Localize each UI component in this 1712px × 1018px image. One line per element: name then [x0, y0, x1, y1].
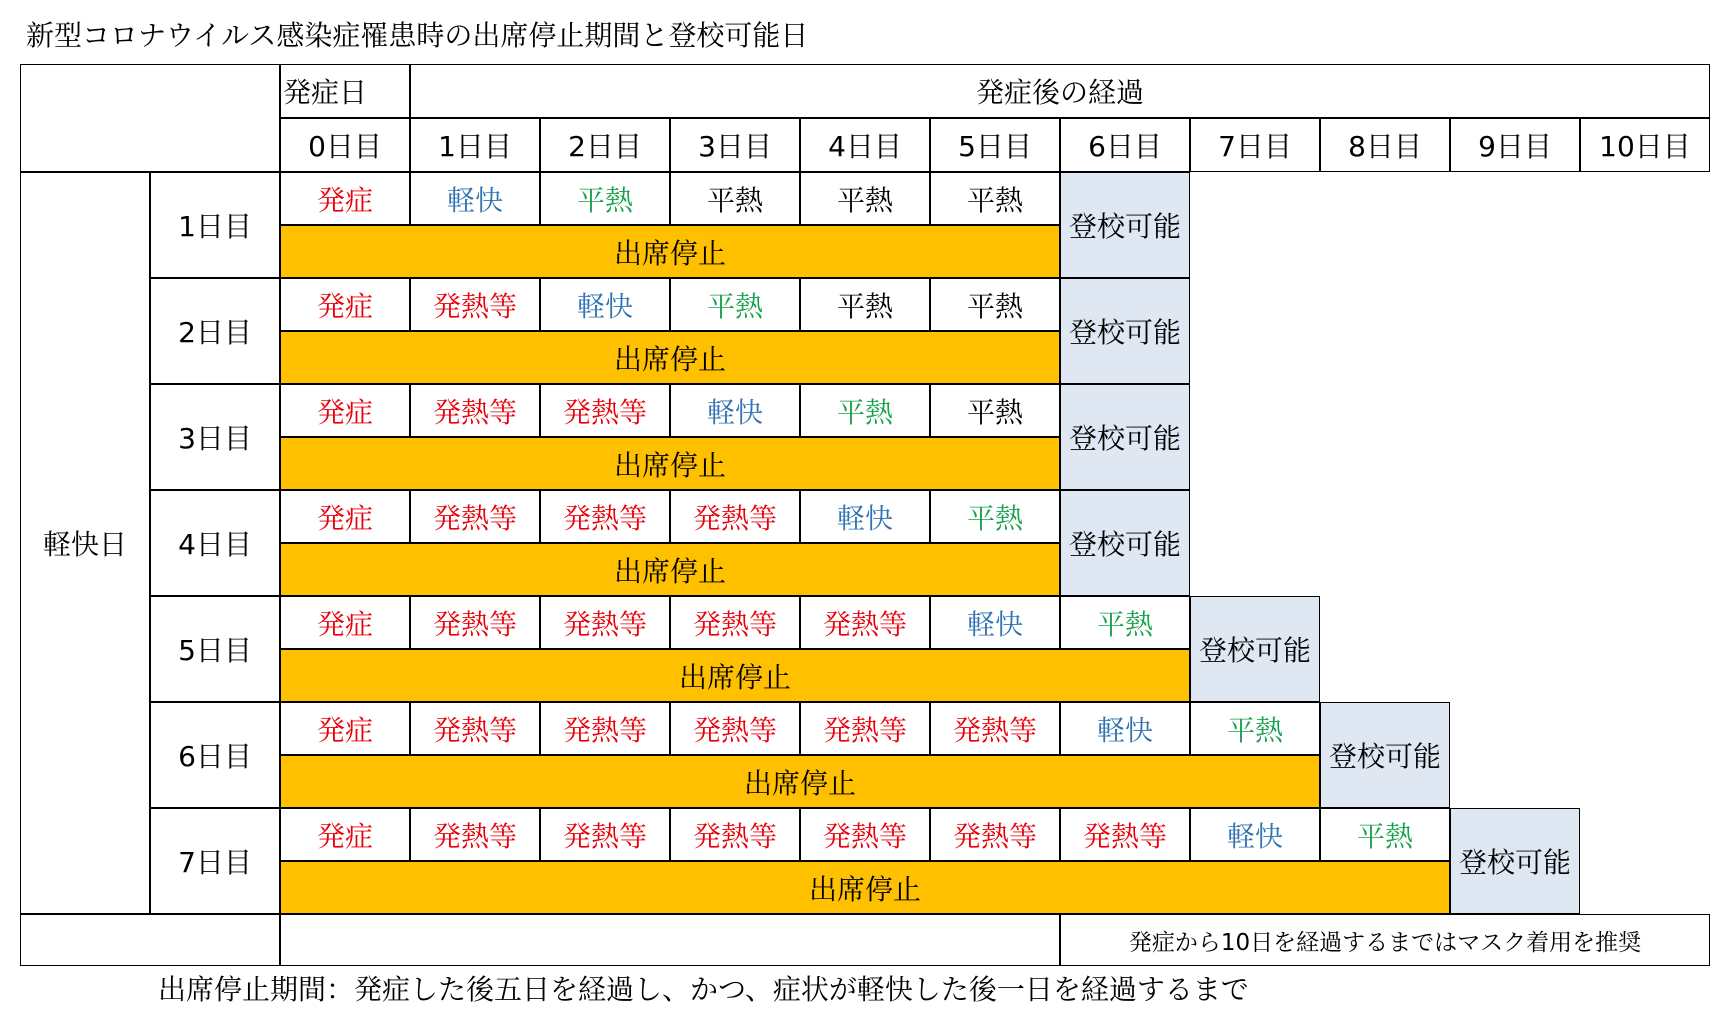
header-day-8: 8日目 [1320, 118, 1450, 172]
header-after-onset: 発症後の経過 [410, 64, 1710, 118]
status-cell: 発熱等 [930, 808, 1060, 861]
status-cell: 発熱等 [540, 702, 670, 755]
status-cell: 平熱 [930, 278, 1060, 331]
header-corner-cell [20, 64, 280, 172]
suspension-bar: 出席停止 [280, 331, 1060, 384]
header-day-7: 7日目 [1190, 118, 1320, 172]
row-label-1: 1日目 [150, 172, 280, 278]
school-ok-cell: 登校可能 [1450, 808, 1580, 914]
status-cell: 平熱 [1190, 702, 1320, 755]
suspension-bar: 出席停止 [280, 755, 1320, 808]
status-cell: 発熱等 [800, 808, 930, 861]
status-cell: 発熱等 [410, 808, 540, 861]
status-cell: 発熱等 [930, 702, 1060, 755]
status-cell: 発熱等 [410, 278, 540, 331]
status-cell: 発熱等 [540, 596, 670, 649]
status-cell: 発熱等 [410, 384, 540, 437]
status-cell: 発熱等 [540, 808, 670, 861]
status-cell: 発熱等 [670, 702, 800, 755]
header-day-0: 0日目 [280, 118, 410, 172]
school-ok-cell: 登校可能 [1060, 278, 1190, 384]
status-cell: 平熱 [1060, 596, 1190, 649]
row-label-6: 6日目 [150, 702, 280, 808]
row-label-3: 3日目 [150, 384, 280, 490]
suspension-bar: 出席停止 [280, 437, 1060, 490]
mask-note: 発症から10日を経過するまではマスク着用を推奨 [1060, 914, 1710, 966]
header-day-6: 6日目 [1060, 118, 1190, 172]
header-day-4: 4日目 [800, 118, 930, 172]
status-cell: 平熱 [800, 278, 930, 331]
status-cell: 平熱 [670, 278, 800, 331]
status-cell: 平熱 [800, 172, 930, 225]
status-cell: 発熱等 [540, 384, 670, 437]
footer-blank-cell [20, 914, 280, 966]
status-cell: 発熱等 [800, 702, 930, 755]
footnote: 出席停止期間：発症した後五日を経過し、かつ、症状が軽快した後一日を経過するまで [158, 973, 1249, 1006]
status-cell: 平熱 [930, 490, 1060, 543]
status-cell: 発症 [280, 172, 410, 225]
status-cell: 軽快 [1060, 702, 1190, 755]
status-cell: 軽快 [670, 384, 800, 437]
status-cell: 平熱 [800, 384, 930, 437]
status-cell: 発症 [280, 596, 410, 649]
status-cell: 発熱等 [1060, 808, 1190, 861]
status-cell: 発症 [280, 808, 410, 861]
school-ok-cell: 登校可能 [1060, 384, 1190, 490]
header-onset-day: 発症日 [280, 64, 410, 118]
row-label-4: 4日目 [150, 490, 280, 596]
status-cell: 発症 [280, 702, 410, 755]
status-cell: 発熱等 [410, 596, 540, 649]
status-cell: 軽快 [930, 596, 1060, 649]
page-title: 新型コロナウイルス感染症罹患時の出席停止期間と登校可能日 [26, 19, 809, 52]
school-ok-cell: 登校可能 [1060, 172, 1190, 278]
status-cell: 平熱 [1320, 808, 1450, 861]
row-group-label: 軽快日 [20, 172, 150, 914]
school-ok-cell: 登校可能 [1320, 702, 1450, 808]
status-cell: 発熱等 [540, 490, 670, 543]
status-cell: 発症 [280, 278, 410, 331]
header-day-10: 10日目 [1580, 118, 1710, 172]
row-label-2: 2日目 [150, 278, 280, 384]
status-cell: 平熱 [930, 384, 1060, 437]
status-cell: 平熱 [670, 172, 800, 225]
status-cell: 軽快 [410, 172, 540, 225]
school-ok-cell: 登校可能 [1060, 490, 1190, 596]
header-day-2: 2日目 [540, 118, 670, 172]
status-cell: 発症 [280, 384, 410, 437]
status-cell: 発熱等 [410, 702, 540, 755]
row-label-7: 7日目 [150, 808, 280, 914]
suspension-bar: 出席停止 [280, 649, 1190, 702]
status-cell: 軽快 [540, 278, 670, 331]
status-cell: 発熱等 [670, 808, 800, 861]
suspension-bar: 出席停止 [280, 225, 1060, 278]
status-cell: 軽快 [800, 490, 930, 543]
status-cell: 平熱 [930, 172, 1060, 225]
suspension-bar: 出席停止 [280, 861, 1450, 914]
status-cell: 発熱等 [800, 596, 930, 649]
school-ok-cell: 登校可能 [1190, 596, 1320, 702]
status-cell: 平熱 [540, 172, 670, 225]
status-cell: 発熱等 [670, 596, 800, 649]
header-day-3: 3日目 [670, 118, 800, 172]
header-day-9: 9日目 [1450, 118, 1580, 172]
header-day-1: 1日目 [410, 118, 540, 172]
status-cell: 発熱等 [670, 490, 800, 543]
suspension-bar: 出席停止 [280, 543, 1060, 596]
status-cell: 発症 [280, 490, 410, 543]
status-cell: 軽快 [1190, 808, 1320, 861]
footer-blank-wide-cell [280, 914, 1060, 966]
row-label-5: 5日目 [150, 596, 280, 702]
status-cell: 発熱等 [410, 490, 540, 543]
header-day-5: 5日目 [930, 118, 1060, 172]
